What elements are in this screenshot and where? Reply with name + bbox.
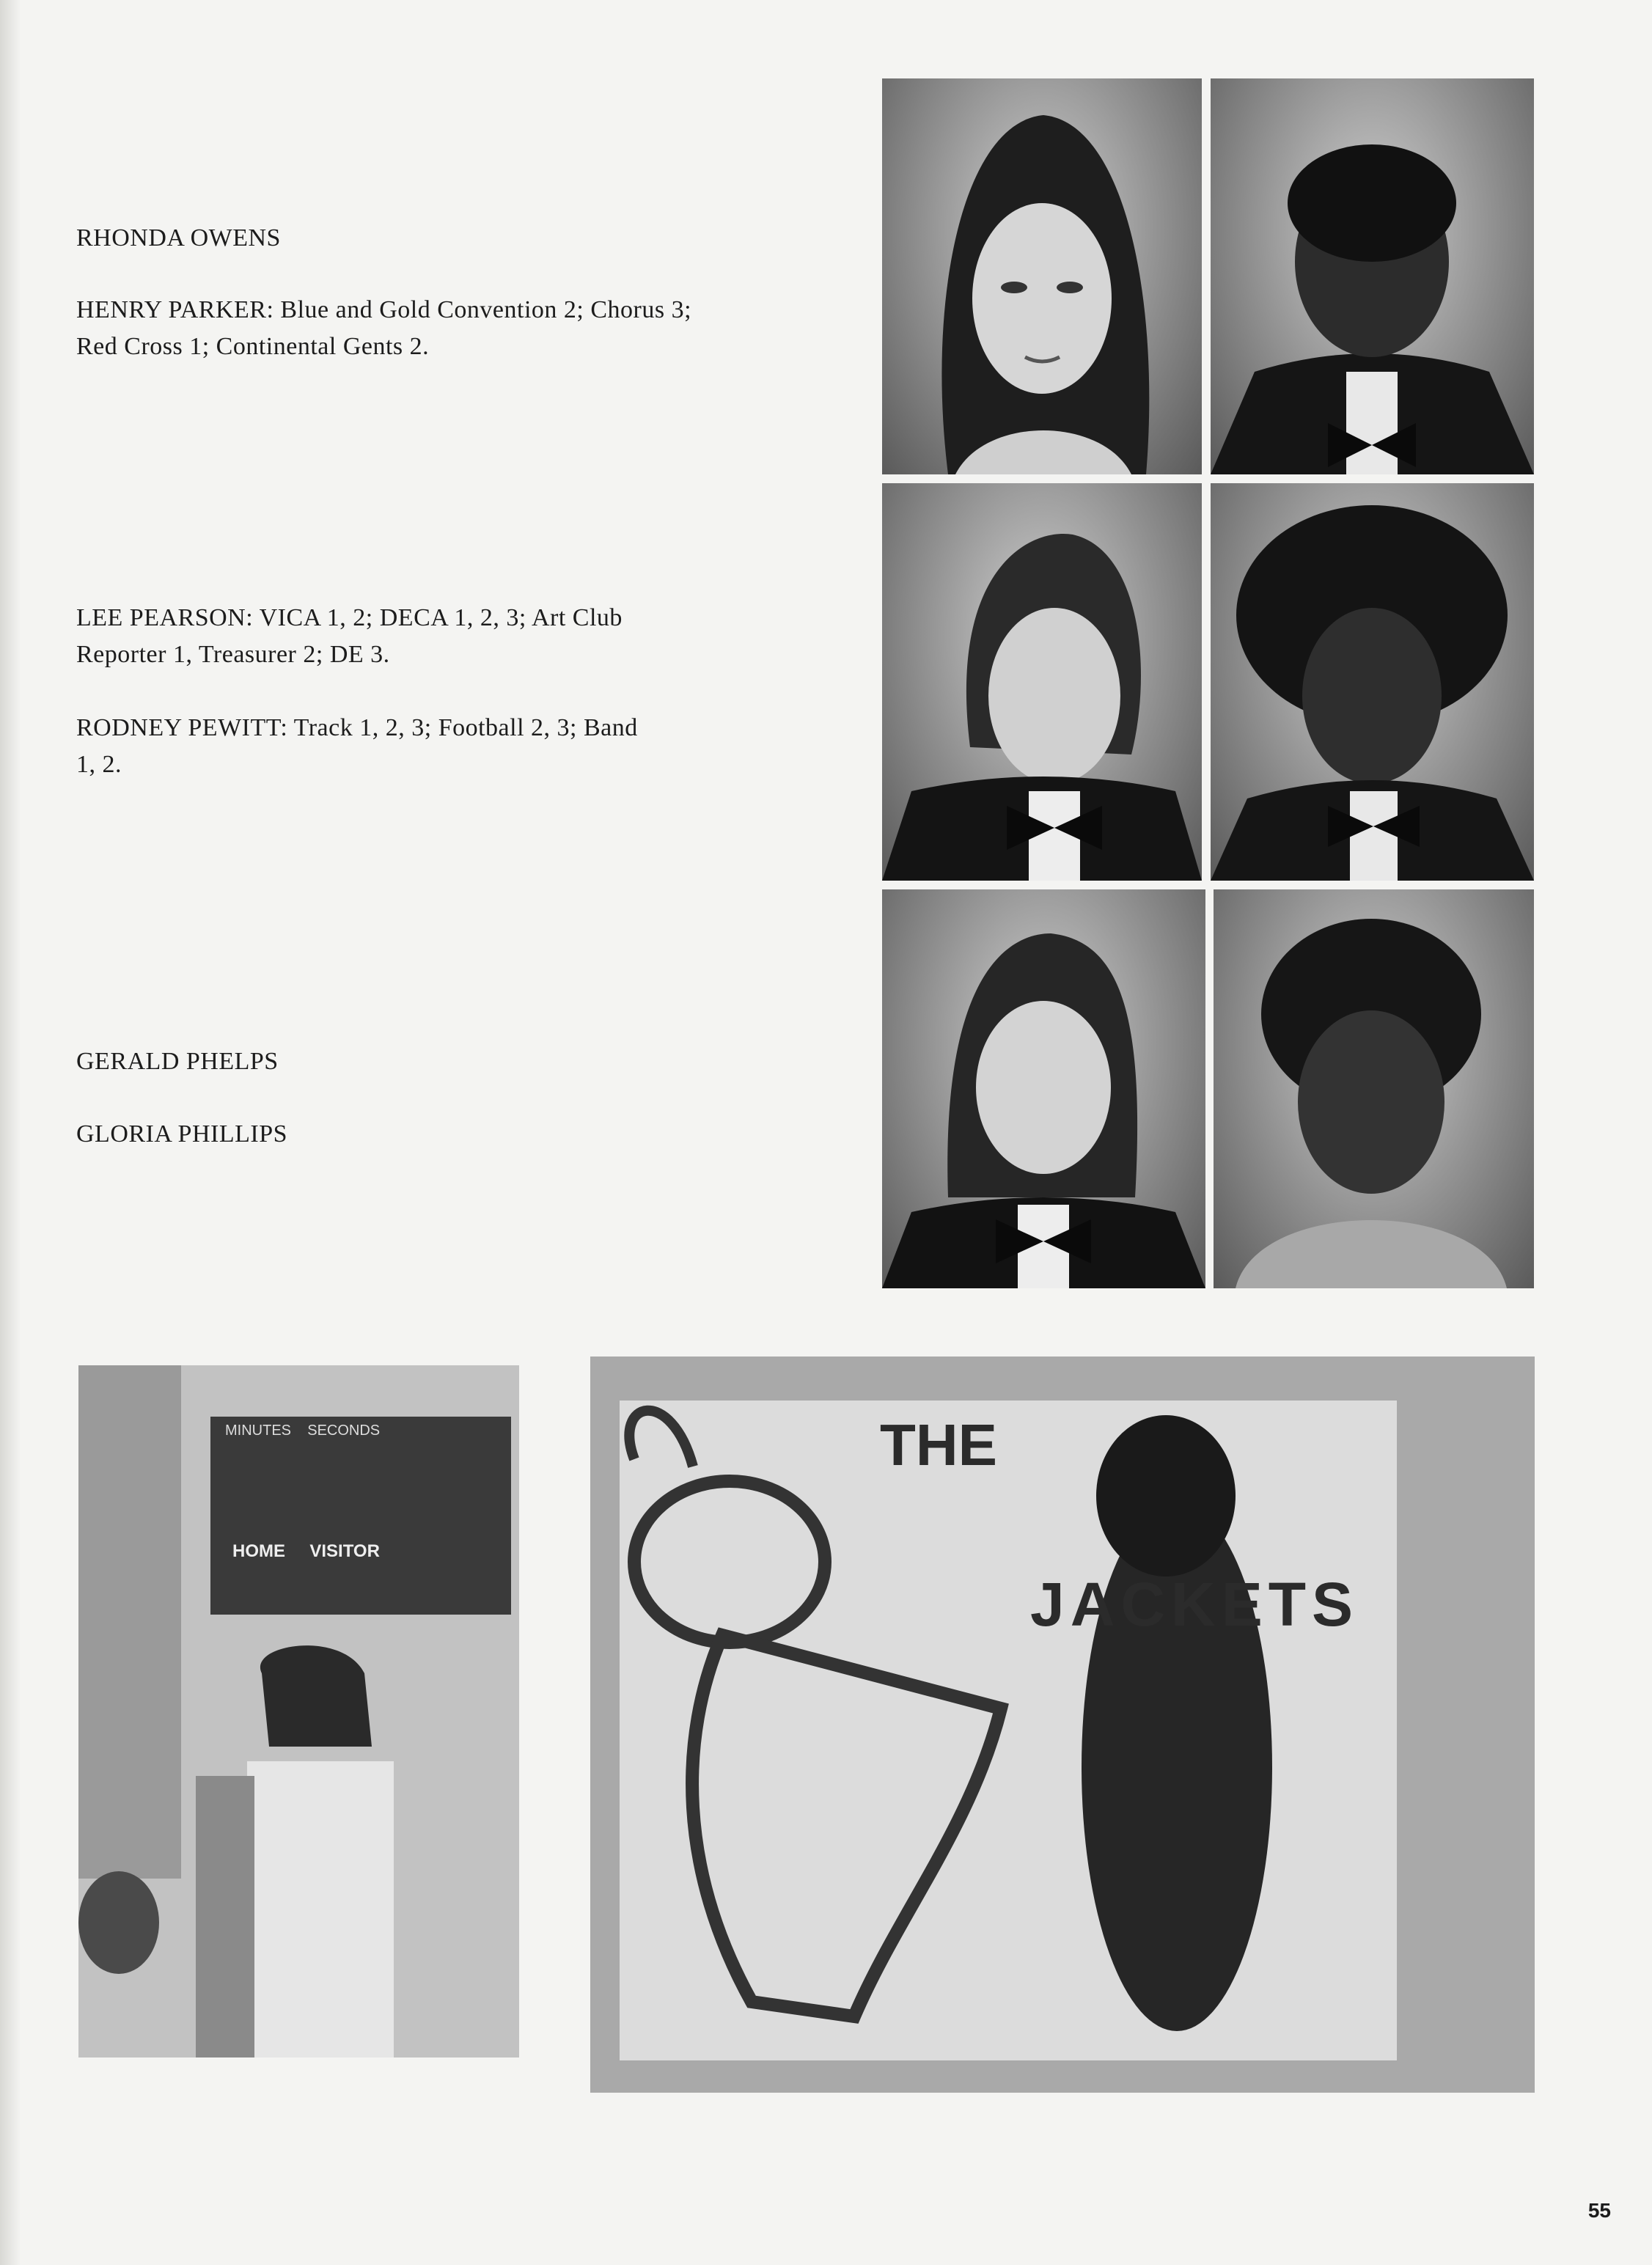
portrait-rodney-pewitt [1211, 483, 1534, 881]
page-binding-edge [0, 0, 21, 2265]
portrait-rhonda-owens [882, 78, 1202, 474]
entry-lee-pearson [76, 600, 810, 673]
scoreboard-seconds-label: SECONDS [307, 1422, 381, 1439]
entry-text: GLORIA PHILLIPS [76, 1120, 288, 1148]
entry-line: RODNEY PEWITT: Track 1, 2, 3; Football 2, 3; Band [76, 714, 638, 741]
portrait-gerald-phelps [882, 889, 1205, 1288]
banner-text-the: THE [880, 1412, 997, 1477]
entry-line: Red Cross 1; Continental Gents 2. [76, 333, 430, 360]
entry-text: RHONDA OWENS [76, 224, 281, 252]
entry-gerald-phelps [76, 1043, 810, 1080]
entry-line: 1, 2. [76, 751, 122, 778]
scoreboard-minutes-label: MINUTES [225, 1422, 291, 1439]
entry-rodney-pewitt [76, 710, 810, 783]
entry-gloria-phillips [76, 1116, 810, 1153]
scoreboard-home-label: HOME [232, 1541, 285, 1561]
entry-line: HENRY PARKER: Blue and Gold Convention 2; Chorus 3; [76, 296, 692, 323]
entry-text: GERALD PHELPS [76, 1048, 279, 1075]
candid-photo-basketball [78, 1365, 519, 2057]
page-number: 55 [1587, 2199, 1611, 2222]
scoreboard-visitor-label: VISITOR [309, 1541, 380, 1561]
entry-line: Reporter 1, Treasurer 2; DE 3. [76, 641, 390, 668]
entry-rhonda-owens [76, 220, 810, 257]
entry-henry-parker [76, 292, 810, 365]
portrait-henry-parker [1211, 78, 1534, 474]
portrait-gloria-phillips [1214, 889, 1534, 1288]
banner-text-jackets: JACKETS [1030, 1570, 1359, 1639]
portrait-lee-pearson [882, 483, 1202, 881]
entry-line: LEE PEARSON: VICA 1, 2; DECA 1, 2, 3; Art Club [76, 604, 623, 631]
candid-photo-speaker [590, 1357, 1535, 2093]
